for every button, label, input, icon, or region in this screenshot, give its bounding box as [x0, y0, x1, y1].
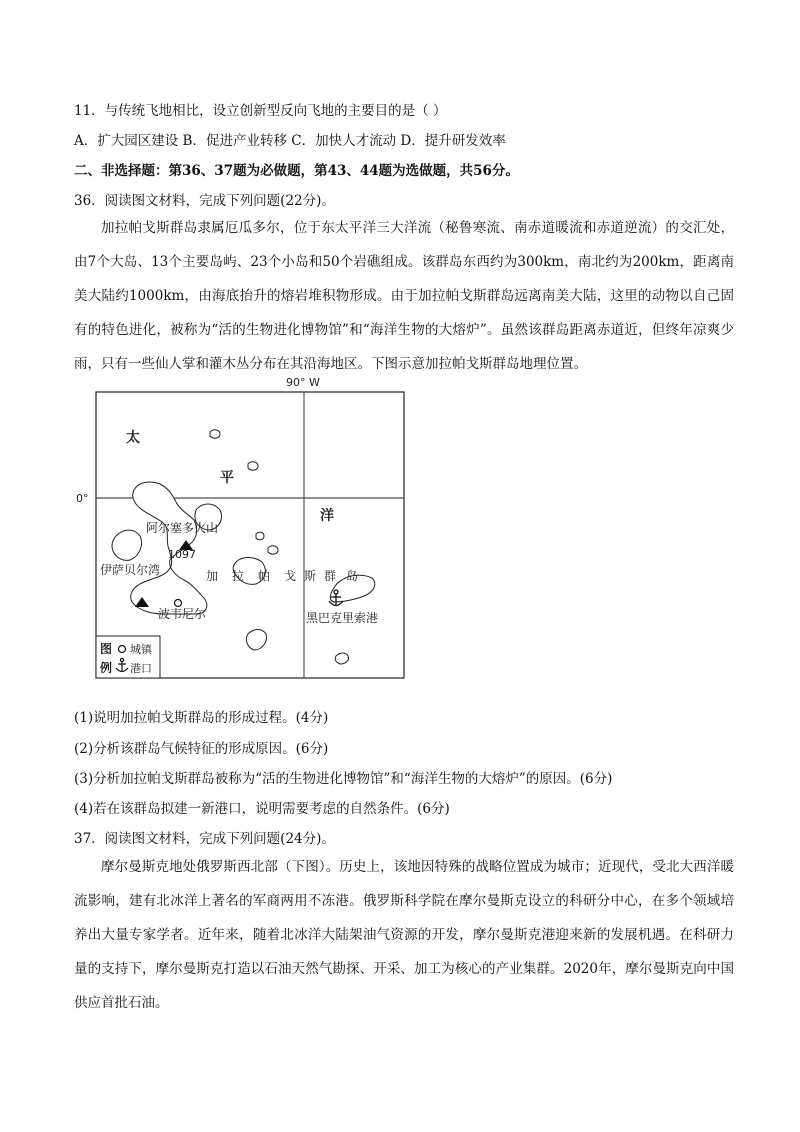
volcano-elevation: 1097 [168, 548, 196, 561]
q11-stem: 11．与传统飞地相比，设立创新型反向飞地的主要目的是（ ） [74, 103, 447, 119]
espanola-island [335, 653, 348, 664]
archipelago-char-3: 帕 [258, 569, 271, 583]
genovesa-island [210, 430, 220, 438]
q36-question-3: (3)分析加拉帕戈斯群岛被称为“活的生物进化博物馆”和“海洋生物的大熔炉”的原因。(6分) [74, 771, 613, 787]
lon-label: 90° W [286, 376, 320, 389]
legend-town-label: 城镇 [130, 643, 152, 656]
q37-stem: 37．阅读图文材料，完成下列问题(24分)。 [74, 831, 335, 847]
archipelago-char-4: 戈 [284, 569, 297, 583]
floreana-island [246, 630, 266, 651]
legend-title-char-1: 图 [100, 642, 113, 656]
small-island-north [248, 462, 258, 470]
lat-label: 0° [76, 492, 89, 505]
town-icon [175, 600, 182, 607]
archipelago-char-5: 斯 [304, 569, 317, 583]
legend-title-char-2: 例 [100, 661, 113, 675]
archipelago-char-6: 群 [324, 569, 337, 583]
q36-question-2: (2)分析该群岛气候特征的形成原因。(6分) [74, 741, 329, 757]
legend-port-label: 港口 [130, 662, 152, 675]
ocean-char-yang: 洋 [320, 508, 334, 524]
archipelago-char-1: 加 [206, 569, 219, 583]
section-heading: 二、非选择题：第36、37题为必做题，第43、44题为选做题，共56分。 [74, 163, 519, 179]
bay-name: 伊萨贝尔湾 [100, 563, 161, 577]
q36-stem: 36．阅读图文材料，完成下列问题(22分)。 [74, 193, 335, 209]
small-island-center [256, 532, 264, 539]
archipelago-char-7: 岛 [346, 569, 359, 583]
map-legend [96, 636, 160, 678]
ocean-char-ping: 平 [220, 470, 234, 486]
q36-question-4: (4)若在该群岛拟建一新港口，说明需要考虑的自然条件。(6分) [74, 801, 450, 817]
galapagos-map [72, 370, 412, 682]
archipelago-char-2: 拉 [232, 569, 245, 583]
islands [112, 430, 375, 664]
fernandina-island [112, 530, 142, 560]
q36-material: 加拉帕戈斯群岛隶属厄瓜多尔，位于东太平洋三大洋流（秘鲁寒流、南赤道暖流和赤道逆流）的交汇处，由7个大岛、13个主要岛屿、23个小岛和50个岩礁组成。该群岛东西约为300km，南北约为200km，距离南美大陆约1000km，由海底抬升的熔岩堆积物形成。由于加拉帕戈斯群岛远离南美大陆，这里的动物以自己固有的特色进化，被称为“活的生物进化博物馆”和“海洋生物的大熔炉”。虽然该群岛距离赤道近，但终年凉爽少雨，只有一些仙人掌和灌木丛分布在其沿海地区。下图示意加拉帕戈斯群岛地理位置。 [74, 220, 734, 372]
ocean-char-tai: 太 [126, 430, 140, 446]
marchena-island [268, 546, 278, 554]
q11-options: A．扩大园区建设 B．促进产业转移 C．加快人才流动 D．提升研发效率 [74, 133, 506, 149]
legend-town-icon [119, 646, 126, 653]
town-name: 波韦尼尔 [158, 607, 207, 621]
q37-material: 摩尔曼斯克地处俄罗斯西北部（下图）。历史上，该地因特殊的战略位置成为城市；近现代，受北大西洋暖流影响，建有北冰洋上著名的军商两用不冻港。俄罗斯科学院在摩尔曼斯克设立的科研分中心，在多个领域培养出大量专家学者。近年来，随着北冰洋大陆架油气资源的开发，摩尔曼斯克港迎来新的发展机遇。在科研力量的支持下，摩尔曼斯克打造以石油天然气勘探、开采、加工为核心的产业集群。2020年，摩尔曼斯克向中国供应首批石油。 [74, 859, 734, 1011]
volcano-name: 阿尔塞多火山 [146, 521, 219, 535]
q36-question-1: (1)说明加拉帕戈斯群岛的形成过程。(4分) [74, 710, 329, 726]
port-name: 黑巴克里索港 [306, 611, 379, 625]
